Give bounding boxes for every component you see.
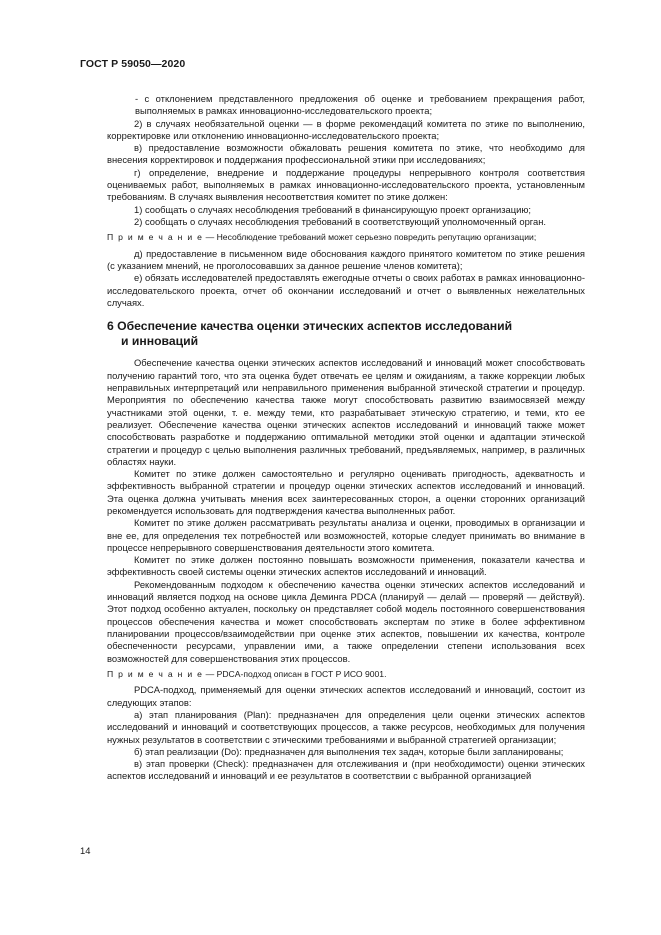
note	[107, 669, 585, 681]
note-text: — PDCA-подход описан в ГОСТ Р ИСО 9001.	[203, 668, 387, 679]
list-item: 1) сообщать о случаях несоблюдения требований в финансирующую проект организацию;	[134, 203, 531, 215]
note-text: — Несоблюдение требований может серьезно повредить репутацию организации;	[203, 232, 537, 243]
list-item: 2) сообщать о случаях несоблюдения требований в соответствующий уполномоченный орган.	[134, 215, 547, 227]
note-label: П р и м е ч а н и е	[107, 232, 204, 243]
paragraph: PDCA-подход, применяемый для оценки этических аспектов исследований и инноваций, состоит из следующих этапов:	[107, 684, 585, 708]
paragraph: в) предоставление возможности обжаловать решения комитета по этике, что необходимо для внесения корректировок и поддержания профессиональной этики при исследованиях;	[107, 142, 585, 166]
paragraph: е) обязать исследователей предоставлять ежегодные отчеты о своих работах в рамках инновационно-исследовательского проекта, отчет об окончании исследований и отчет о выявленных нежелательных случаях.	[107, 272, 585, 308]
paragraph: - с отклонением представленного предложения об оценке и требованием прекращения работ, выполняемых в рамках инновационно-исследовательского проекта;	[135, 93, 585, 117]
standard-header: ГОСТ Р 59050—2020	[80, 58, 186, 70]
section-heading-line-2: и инноваций	[121, 333, 199, 348]
list-item: б) этап реализации (Do): предназначен для выполнения тех задач, которые были запланированы;	[134, 745, 564, 757]
paragraph: д) предоставление в письменном виде обоснования каждого принятого комитетом по этике решения (с указанием мнений, не проголосовавших за данное решение членов комитета);	[107, 247, 585, 272]
paragraph: 2) в случаях необязательной оценки — в форме рекомендаций комитета по этике по выполнению, корректировке или отклонению инновационно-исследовательского проекта;	[107, 117, 585, 141]
page-number: 14	[80, 845, 91, 856]
section-heading-line-1: 6 Обеспечение качества оценки этических аспектов исследований	[107, 319, 513, 334]
list-item: а) этап планирования (Plan): предназначен для определения цели оценки этических аспектов исследований и инноваций и соответствующих процессов, а также ресурсов, необходимых для получения нужных результатов в соответствии с этическими требованиями и выбранной стратегией организации;	[107, 708, 585, 745]
note-label: П р и м е ч а н и е	[107, 668, 204, 679]
paragraph: Комитет по этике должен постоянно повышать возможности применения, показатели качества и эффективность своей системы оценки этических аспектов исследований и инноваций.	[107, 554, 585, 578]
note	[107, 232, 585, 244]
section-heading	[107, 319, 585, 348]
list-item: в) этап проверки (Check): предназначен для отслеживания и (при необходимости) оценки этических аспектов исследований и инноваций и ее результатов в соответствии с выбранной организацией	[107, 758, 585, 782]
page-body	[107, 93, 585, 783]
paragraph: Рекомендованным подходом к обеспечению качества оценки этических аспектов исследований и инноваций является подход на основе цикла Деминга PDCA (планируй — делай — проверяй — действуй). Этот подход особенно актуален, поскольку он представляет собой модель постоянного совершенствования процессов обеспечения качества и может способствовать экспертам по этике в более эффективном планировании процессов/взаимодействии при оценке этих аспектов, повышении их качества, контроле обеспеченности ресурсами, управлении ими, а также определении степени использования всех возможностей для совершенствования этих процессов.	[107, 578, 585, 664]
paragraph: г) определение, внедрение и поддержание процедуры непрерывного контроля соответствия оцениваемых работ, выполняемых в рамках инновационно-исследовательского проекта, установленным требованиям. В случаях выявления несоответствия комитет по этике должен:	[107, 166, 585, 203]
paragraph: Комитет по этике должен самостоятельно и регулярно оценивать пригодность, адекватность и эффективность выбранной стратегии и процедур оценки этических аспектов исследований и инноваций. Эта оценка должна учитывать мнения всех заинтересованных сторон, а оценки сторонних организаций рекомендуется использовать для подтверждения качества выполненных работ.	[107, 468, 585, 516]
paragraph: Комитет по этике должен рассматривать результаты анализа и оценки, проводимых в организации и вне ее, для определения тех потребностей или возможностей, которые следует принимать во внимание в процессе непрерывного совершенствования деятельности этого комитета.	[107, 517, 585, 553]
paragraph: Обеспечение качества оценки этических аспектов исследований и инноваций может способствовать получению гарантий того, что эта оценка будет отвечать ее целям и ожиданиям, а также коррекции любых неправильных интерпретаций или неправильного применения выбранной этической стратегии и процедур. Мероприятия по обеспечению качества также могут способствовать развитию взаимосвязей между участниками этой оценки, т. е. между теми, кто разрабатывает этическую стратегию, и теми, кто ее реализует. Обеспечение качества оценки этических аспектов исследований и инноваций также может способствовать разработке и поддержанию оптимальной методики этой оценки и адаптации этической стратегии и процедур с целью выполнения различных требований, предъявляемых, например, в различных областях науки.	[107, 357, 585, 467]
